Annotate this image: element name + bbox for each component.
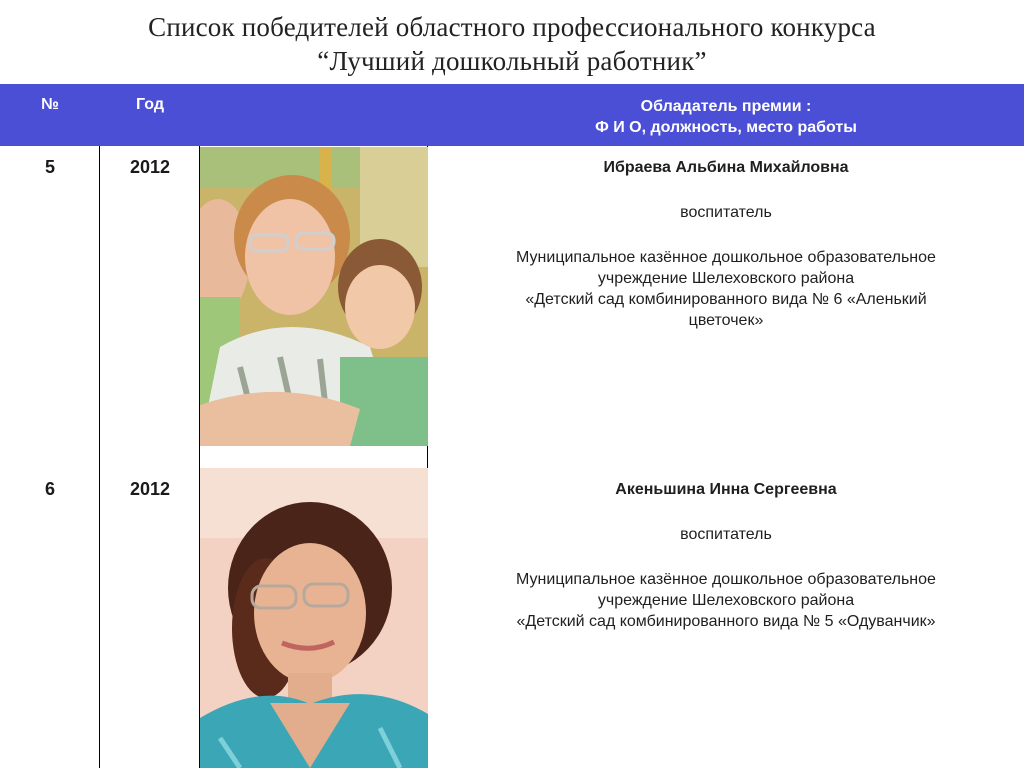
portrait-image bbox=[200, 468, 428, 768]
column-divider bbox=[99, 146, 100, 768]
winner-info bbox=[428, 157, 1024, 331]
header-year: Год bbox=[136, 96, 164, 113]
org-line: «Детский сад комбинированного вида № 6 «Аленький bbox=[525, 291, 927, 308]
portrait-image bbox=[200, 147, 428, 446]
org-line: Муниципальное казённое дошкольное образовательное bbox=[516, 249, 936, 266]
row-year: 2012 bbox=[129, 157, 171, 177]
header-holder-line-1: Обладатель премии : bbox=[640, 98, 812, 115]
org-line: Муниципальное казённое дошкольное образовательное bbox=[516, 571, 936, 588]
row-number: 5 bbox=[44, 157, 55, 177]
org-line: учреждение Шелеховского района bbox=[597, 270, 855, 287]
row-year: 2012 bbox=[129, 479, 171, 499]
org-line: «Детский сад комбинированного вида № 5 «Одуванчик» bbox=[516, 613, 936, 630]
title-line-2: “Лучший дошкольный работник” bbox=[317, 46, 707, 76]
winner-position: воспитатель bbox=[680, 526, 772, 543]
winner-photo bbox=[200, 468, 428, 768]
winner-name: Акеньшина Инна Сергеевна bbox=[615, 481, 837, 498]
winner-photo bbox=[200, 147, 428, 446]
winner-name: Ибраева Альбина Михайловна bbox=[603, 159, 849, 176]
table-header bbox=[0, 84, 1024, 146]
winner-info bbox=[428, 479, 1024, 632]
org-line: учреждение Шелеховского района bbox=[597, 592, 855, 609]
header-holder bbox=[428, 96, 1024, 138]
page-title bbox=[0, 10, 1024, 78]
title-line-1: Список победителей областного профессионального конкурса bbox=[148, 12, 876, 42]
winner-organization bbox=[428, 247, 1024, 331]
winner-position: воспитатель bbox=[680, 204, 772, 221]
header-holder-line-2: Ф И О, должность, место работы bbox=[595, 119, 857, 136]
row-number: 6 bbox=[44, 479, 55, 499]
winner-organization bbox=[428, 569, 1024, 632]
header-number: № bbox=[41, 96, 59, 113]
org-line: цветочек» bbox=[688, 312, 764, 329]
